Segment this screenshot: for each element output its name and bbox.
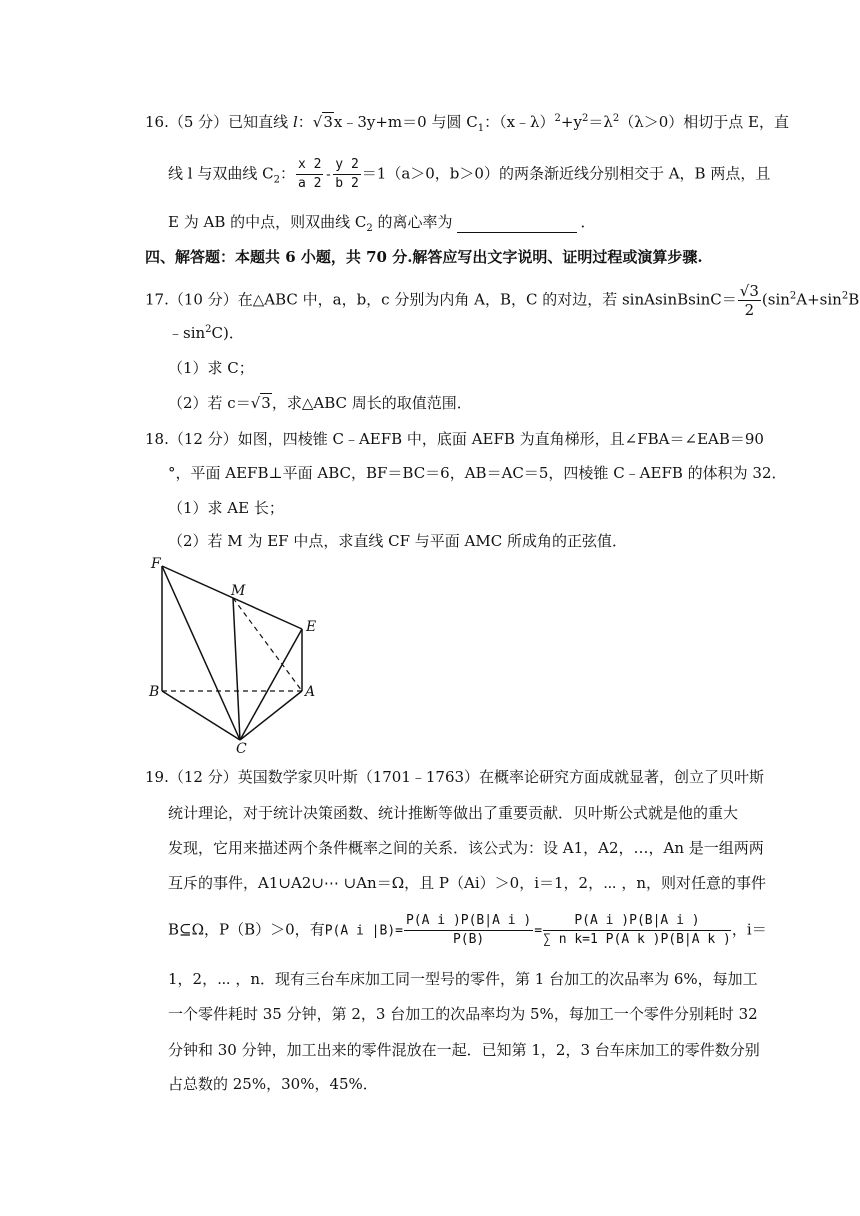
q17-line-1: 17.（10 分）在△ABC 中，a，b，c 分别为内角 A，B，C 的对边，若 sinAsinBsinC＝ $\frac{√3}{2}$ ($\sin^2A+\sin^2B$ — [145, 282, 860, 319]
fraction-sqrt3-2: $\frac{√3}{2}$ — [739, 282, 759, 319]
q17-part-1: （1）求 C； — [168, 359, 254, 377]
fraction-x2-a2: $\frac{x 2}{a 2}$ — [297, 157, 322, 191]
edge-MA-hidden — [233, 598, 302, 691]
q16-line-3: E 为 AB 的中点，则双曲线 $C_2$ 的离心率为 ． — [168, 213, 596, 234]
q18-line-1: 18.（12 分）如图，四棱锥 C﹣AEFB 中，底面 AEFB 为直角梯形，且∠FBA＝∠EAB＝90 — [145, 430, 764, 448]
q19-line-7: 一个零件耗时 35 分钟，第 2，3 台加工的次品率均为 5%，每加工一个零件分别耗时 32 — [168, 1005, 758, 1023]
q19-line-6: 1，2，⋯ ，n．现有三台车床加工同一型号的零件，第 1 台加工的次品率为 6%，每加工 — [168, 970, 758, 988]
q16-line-1: 16.（5 分）已知直线 l：√3x﹣3y+m＝0 与圆 $C_1$：$(x﹣\lambda)^2+y^2=\lambda^2(\lambda>0)$相切于点 E，直 — [145, 113, 790, 134]
q19-line-9: 占总数的 25%，30%，45%． — [168, 1075, 378, 1093]
q19-line-1: 19.（12 分）英国数学家贝叶斯（1701﹣1763）在概率论研究方面成就显著，创立了贝叶斯 — [145, 768, 765, 786]
answer-blank — [457, 216, 577, 233]
label-F: F — [151, 556, 161, 572]
section-heading: 四、解答题：本题共 6 小题，共 70 分.解答应写出文字说明、证明过程或演算步骤. — [145, 248, 703, 266]
label-A: A — [305, 684, 316, 700]
q18-part-2: （2）若 M 为 EF 中点，求直线 CF 与平面 AMC 所成角的正弦值． — [168, 532, 627, 550]
q17-part-2: （2）若 c＝√3，求△ABC 周长的取值范围． — [168, 394, 472, 412]
q16-line-2: 线 l 与双曲线 $C_2$： $\frac{x 2}{a 2}$ - $\frac{y 2}{b 2}$ ＝1（a＞0，b＞0）的两条渐近线分别相交于 A，B 两点，且 — [168, 157, 771, 191]
label-M: M — [231, 583, 246, 599]
q19-line-8: 分钟和 30 分钟，加工出来的零件混放在一起．已知第 1，2，3 台车床加工的零件数分别 — [168, 1041, 760, 1059]
fraction-y2-b2: $\frac{y 2}{b 2}$ — [335, 157, 359, 191]
q18-part-1: （1）求 AE 长； — [168, 499, 284, 517]
edge-AC — [240, 691, 302, 740]
bayes-fraction-1: $\frac{\text{P(A i )P(B|A i )}}{P(B)}$ — [405, 913, 532, 947]
q19-line-2: 统计理论，对于统计决策函数、统计推断等做出了重要贡献．贝叶斯公式就是他的重大 — [168, 804, 739, 822]
label-B: B — [149, 684, 160, 700]
sqrt-3: √3 — [250, 394, 271, 412]
bayes-fraction-2: $\frac{\text{P(A i )P(B|A i )}}{\text{∑ n k=1 P(A k )P(B|A k )}}$ — [543, 913, 731, 947]
edge-MC — [233, 598, 240, 740]
q19-line-4: 互斥的事件，A1∪A2∪⋯ ∪An＝Ω，且 P（Ai）＞0，i＝1，2，⋯ ，n，则对任意的事件 — [168, 874, 767, 892]
label-E: E — [306, 619, 317, 635]
sqrt-3: √3 — [312, 113, 333, 131]
q19-line-3: 发现，它用来描述两个条件概率之间的关系．该公式为：设 A1，A2，…，An 是一组两两 — [168, 839, 764, 857]
q19-line-5: B⊆Ω，P（B）＞0，有P(A i |B)= $\frac{\text{P(A i )P(B|A i )}}{P(B)}$ = $\frac{\text{P(A i )P(B|A i )}}{\text{∑ n k=1 P(A k )P(B|A k )}}$ ，i＝ — [168, 913, 767, 947]
edge-FC — [162, 566, 240, 740]
label-C: C — [236, 741, 247, 755]
pyramid-figure — [145, 555, 330, 755]
q18-line-2: °，平面 AEFB⊥平面 ABC，BF＝BC＝6，AB＝AC＝5，四棱锥 C﹣AEFB 的体积为 32． — [168, 464, 787, 482]
q17-line-2: $﹣\sin^2C$)． — [168, 324, 244, 342]
edge-EC — [240, 629, 302, 740]
